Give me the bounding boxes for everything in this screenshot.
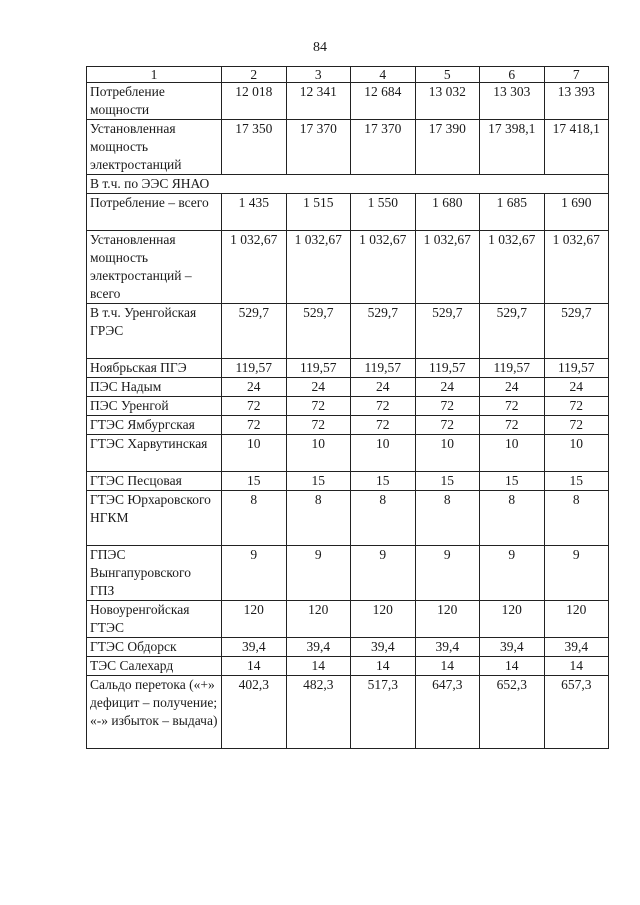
table-cell: 9 [222,546,287,601]
table-cell: 9 [544,546,609,601]
header-row [87,67,609,83]
table-cell: 39,4 [351,638,416,657]
table-cell: 72 [222,397,287,416]
table-cell: 9 [415,546,480,601]
row-label: Новоуренгойская ГТЭС [87,601,222,638]
table-cell: 402,3 [222,676,287,749]
table-cell: 15 [286,472,351,491]
table-row [87,83,609,120]
table-cell: 24 [415,378,480,397]
table-row [87,638,609,657]
table-cell: 10 [222,435,287,472]
table-cell: 17 418,1 [544,120,609,175]
row-label: Установленная мощность электростанций [87,120,222,175]
table-cell: 529,7 [222,304,287,359]
table-cell: 24 [480,378,545,397]
column-header: 1 [87,67,222,83]
table-cell: 13 032 [415,83,480,120]
row-label: Сальдо перетока («+» дефицит – получение; «-» избыток – выдача) [87,676,222,749]
table-cell: 482,3 [286,676,351,749]
table-cell: 72 [351,416,416,435]
table-cell: 15 [351,472,416,491]
table-cell: 72 [480,416,545,435]
table-cell: 13 303 [480,83,545,120]
table-cell: 8 [351,491,416,546]
table-cell: 39,4 [480,638,545,657]
table-cell: 72 [286,416,351,435]
table-cell: 15 [415,472,480,491]
table-cell: 17 390 [415,120,480,175]
table-row [87,359,609,378]
row-label: ГТЭС Обдорск [87,638,222,657]
row-label: ГТЭС Песцовая [87,472,222,491]
table-cell: 647,3 [415,676,480,749]
row-label: Потребление – всего [87,194,222,231]
table-cell: 119,57 [351,359,416,378]
table-cell: 14 [222,657,287,676]
table-cell: 17 370 [286,120,351,175]
table-cell: 10 [415,435,480,472]
table-cell: 529,7 [480,304,545,359]
section-row [87,175,609,194]
table-cell: 72 [415,416,480,435]
table-cell: 39,4 [415,638,480,657]
section-label: В т.ч. по ЭЭС ЯНАО [87,175,609,194]
table-cell: 12 018 [222,83,287,120]
table-cell: 1 032,67 [480,231,545,304]
table-cell: 1 032,67 [222,231,287,304]
column-header: 2 [222,67,287,83]
table-cell: 1 550 [351,194,416,231]
table-cell: 72 [480,397,545,416]
column-header: 6 [480,67,545,83]
table-cell: 119,57 [480,359,545,378]
table-cell: 72 [351,397,416,416]
table-cell: 120 [544,601,609,638]
row-label: ГПЭС Вынгапуровского ГПЗ [87,546,222,601]
table-cell: 529,7 [286,304,351,359]
table-cell: 1 032,67 [351,231,416,304]
table-cell: 120 [480,601,545,638]
row-label: ПЭС Надым [87,378,222,397]
table-cell: 120 [222,601,287,638]
table-cell: 8 [415,491,480,546]
table-cell: 14 [351,657,416,676]
table-cell: 9 [286,546,351,601]
table-cell: 1 435 [222,194,287,231]
table-cell: 1 032,67 [415,231,480,304]
table-cell: 657,3 [544,676,609,749]
table-row [87,304,609,359]
table-cell: 8 [222,491,287,546]
page-number: 84 [313,40,327,55]
table-row [87,491,609,546]
table-cell: 24 [544,378,609,397]
table-cell: 529,7 [544,304,609,359]
table-cell: 15 [544,472,609,491]
table-row [87,676,609,749]
table-cell: 1 680 [415,194,480,231]
table-cell: 72 [286,397,351,416]
table-row [87,435,609,472]
table-row [87,397,609,416]
table-cell: 120 [351,601,416,638]
table-cell: 8 [480,491,545,546]
table-cell: 1 032,67 [286,231,351,304]
table-cell: 72 [222,416,287,435]
table-cell: 24 [351,378,416,397]
table-cell: 8 [544,491,609,546]
table-cell: 10 [544,435,609,472]
row-label: ПЭС Уренгой [87,397,222,416]
column-header: 4 [351,67,416,83]
table-cell: 119,57 [544,359,609,378]
table-cell: 72 [415,397,480,416]
table-cell: 24 [222,378,287,397]
table-cell: 14 [415,657,480,676]
column-header: 3 [286,67,351,83]
table-row [87,601,609,638]
table-row [87,378,609,397]
table-cell: 17 398,1 [480,120,545,175]
table-cell: 8 [286,491,351,546]
table-cell: 12 341 [286,83,351,120]
table-cell: 72 [544,416,609,435]
table-cell: 17 370 [351,120,416,175]
table-cell: 120 [286,601,351,638]
table-cell: 12 684 [351,83,416,120]
table-cell: 17 350 [222,120,287,175]
row-label: ГТЭС Ямбургская [87,416,222,435]
table-row [87,120,609,175]
row-label: Установленная мощность электростанций – всего [87,231,222,304]
table-cell: 529,7 [415,304,480,359]
table-cell: 10 [286,435,351,472]
table-cell: 10 [351,435,416,472]
table-cell: 14 [544,657,609,676]
table-cell: 72 [544,397,609,416]
table-cell: 39,4 [222,638,287,657]
table-cell: 119,57 [286,359,351,378]
table-row [87,194,609,231]
table-row [87,472,609,491]
row-label: ТЭС Салехард [87,657,222,676]
table-cell: 119,57 [415,359,480,378]
table-cell: 9 [480,546,545,601]
table-cell: 24 [286,378,351,397]
table-row [87,657,609,676]
column-header: 5 [415,67,480,83]
table-cell: 1 690 [544,194,609,231]
table-cell: 13 393 [544,83,609,120]
table-cell: 14 [480,657,545,676]
table-cell: 652,3 [480,676,545,749]
table-cell: 1 685 [480,194,545,231]
capacity-table [86,66,609,749]
column-header: 7 [544,67,609,83]
table-cell: 1 032,67 [544,231,609,304]
row-label: В т.ч. Уренгойская ГРЭС [87,304,222,359]
table-cell: 9 [351,546,416,601]
table-cell: 15 [480,472,545,491]
table-cell: 39,4 [286,638,351,657]
table-cell: 120 [415,601,480,638]
table-row [87,416,609,435]
row-label: Потребление мощности [87,83,222,120]
table-cell: 15 [222,472,287,491]
table-row [87,546,609,601]
table-cell: 10 [480,435,545,472]
row-label: Ноябрьская ПГЭ [87,359,222,378]
table-cell: 517,3 [351,676,416,749]
row-label: ГТЭС Юрхаровского НГКМ [87,491,222,546]
table-cell: 39,4 [544,638,609,657]
table-cell: 1 515 [286,194,351,231]
table-cell: 119,57 [222,359,287,378]
row-label: ГТЭС Харвутинская [87,435,222,472]
table-cell: 14 [286,657,351,676]
table-row [87,231,609,304]
table-cell: 529,7 [351,304,416,359]
